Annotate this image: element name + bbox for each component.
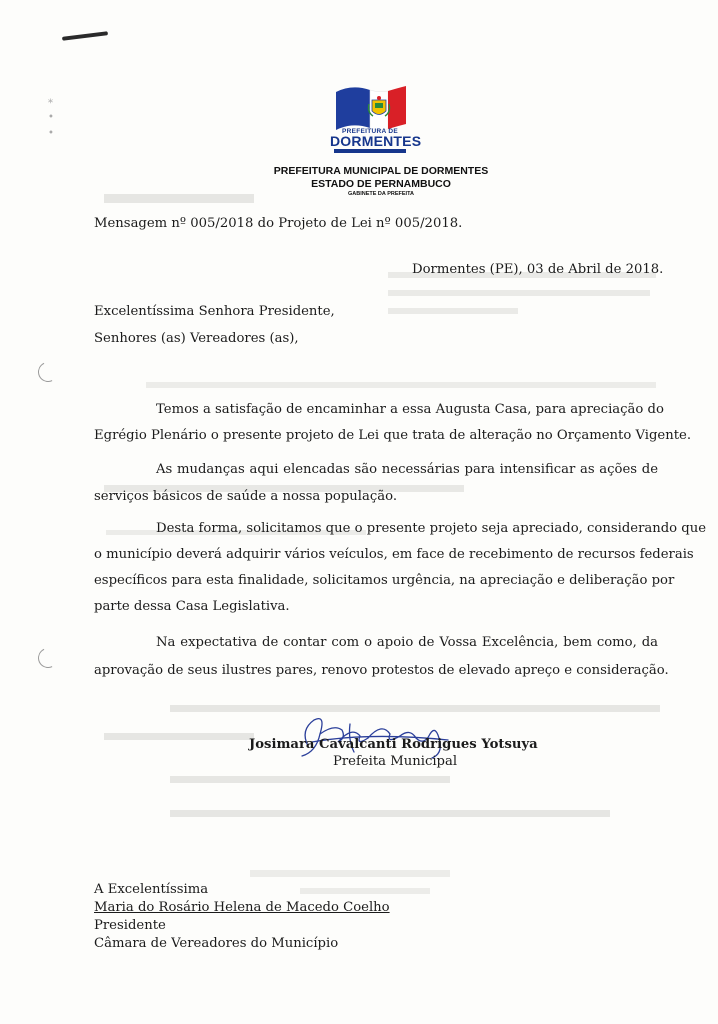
paragraph-4-line-2: aprovação de seus ilustres pares, renovo protestos de elevado apreço e consideração. [94, 663, 669, 678]
handwritten-signature-icon [290, 712, 460, 760]
paragraph-3-line-3: específicos para esta finalidade, solicitamos urgência, na apreciação e deliberação por [94, 573, 675, 588]
message-subject: Mensagem nº 005/2018 do Projeto de Lei nº 005/2018. [94, 216, 463, 231]
paragraph-3-line-1: Desta forma, solicitamos que o presente projeto seja apreciado, considerando que [156, 521, 707, 536]
punch-hole-icon [35, 645, 61, 671]
bleed-through-text [170, 810, 610, 817]
addressee-title: Presidente [94, 918, 166, 933]
signatory-role: Prefeita Municipal [333, 754, 458, 769]
letterhead-line-2: ESTADO DE PERNAMBUCO [311, 178, 451, 190]
logo-name: DORMENTES [330, 133, 422, 149]
greeting-line-1: Excelentíssima Senhora Presidente, [94, 304, 335, 319]
place-date: Dormentes (PE), 03 de Abril de 2018. [412, 262, 664, 277]
margin-mark: * [48, 98, 53, 109]
paragraph-4-line-1: Na expectativa de contar com o apoio de Vossa Excelência, bem como, da [156, 635, 658, 650]
greeting-line-2: Senhores (as) Vereadores (as), [94, 331, 299, 346]
letterhead-line-1: PREFEITURA MUNICIPAL DE DORMENTES [273, 165, 489, 177]
paragraph-3-line-2: o município deverá adquirir vários veículos, em face de recebimento de recursos federais [94, 547, 694, 562]
logo-wordmark [330, 128, 422, 153]
bleed-through-text [170, 776, 450, 783]
punch-hole-icon [35, 359, 61, 385]
margin-mark: • [48, 128, 54, 139]
margin-mark: • [48, 112, 54, 123]
pen-stroke-mark [62, 31, 108, 41]
addressee-name: Maria do Rosário Helena de Macedo Coelho [94, 900, 390, 915]
bleed-through-text [300, 888, 430, 894]
addressee-line-1: A Excelentíssima [94, 882, 209, 897]
paragraph-2-line-2: serviços básicos de saúde a nossa população. [94, 489, 398, 504]
paragraph-2-line-1: As mudanças aqui elencadas são necessárias para intensificar as ações de [156, 462, 658, 477]
bleed-through-text [146, 382, 656, 388]
logo-underline [334, 149, 406, 153]
paragraph-3-line-4: parte dessa Casa Legislativa. [94, 599, 290, 614]
paragraph-1-line-1: Temos a satisfação de encaminhar a essa Augusta Casa, para apreciação do [156, 402, 664, 417]
bleed-through-text [250, 870, 450, 877]
bleed-through-text [104, 733, 254, 740]
addressee-institution: Câmara de Vereadores do Município [94, 936, 339, 951]
signatory-name: Josimara Cavalcanti Rodrigues Yotsuya [249, 737, 538, 752]
logo-small-text: PREFEITURA DE [341, 128, 399, 135]
bleed-through-text [388, 290, 650, 296]
bleed-through-text [388, 308, 518, 314]
bleed-through-text [170, 705, 660, 712]
letterhead-line-3: GABINETE DA PREFEITA [347, 191, 414, 197]
paragraph-1-line-2: Egrégio Plenário o presente projeto de Lei que trata de alteração no Orçamento Vigente. [94, 428, 692, 443]
